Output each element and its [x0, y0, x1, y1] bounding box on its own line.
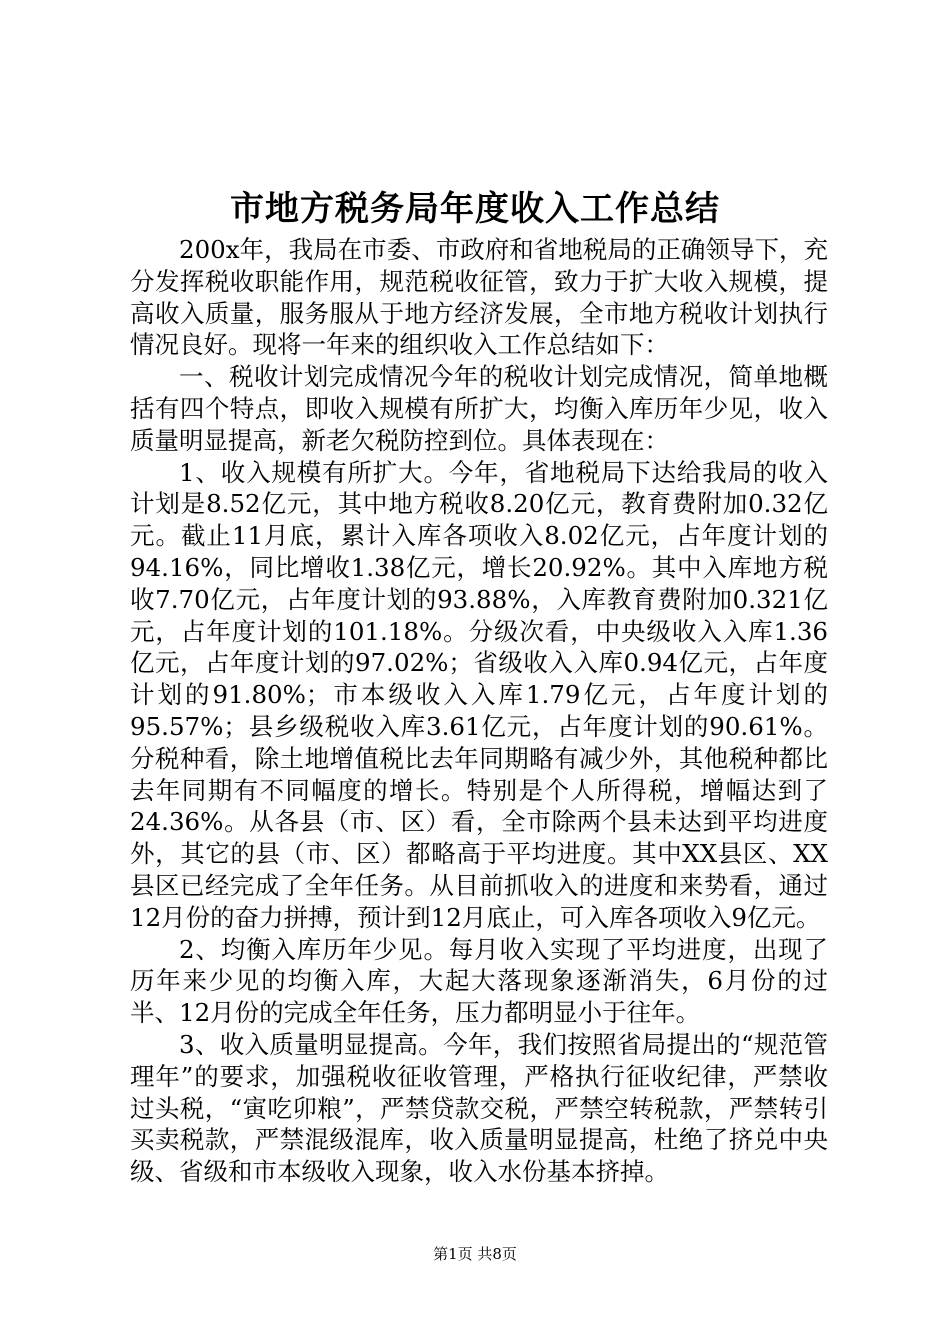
paragraph-section-one: 一、税收计划完成情况今年的税收计划完成情况，简单地概括有四个特点，即收入规模有所扩大，均衡入库历年少见，收入质量明显提高，新老欠税防控到位。具体表现在： [130, 362, 828, 455]
document-title: 市地方税务局年度收入工作总结 [230, 189, 720, 229]
paragraph-point-two: 2、均衡入库历年少见。每月收入实现了平均进度，出现了历年来少见的均衡入库，大起大落现象逐渐消失，6月份的过半、12月份的完成全年任务，压力都明显小于往年。 [130, 934, 828, 1028]
paragraph-intro: 200x年，我局在市委、市政府和省地税局的正确领导下，充分发挥税收职能作用，规范税收征管，致力于扩大收入规模，提高收入质量，服务服从于地方经济发展，全市地方税收计划执行情况良好。现将一年来的组织收入工作总结如下： [130, 235, 828, 360]
paragraph-point-one: 1、收入规模有所扩大。今年，省地税局下达给我局的收入计划是8.52亿元，其中地方税收8.20亿元，教育费附加0.32亿元。截止11月底，累计入库各项收入8.02亿元，占年度计划的94.16%，同比增收1.38亿元，增长20.92%。其中入库地方税收7.70亿元，占年度计划的93.88%，入库教育费附加0.321亿元，占年度计划的101.18%。分级次看，中央级收入入库1.36亿元，占年度计划的97.02%；省级收入入库0.94亿元，占年度计划的91.80%；市本级收入入库1.79亿元，占年度计划的95.57%；县乡级税收入库3.61亿元，占年度计划的90.61%。分税种看，除土地增值税比去年同期略有减少外，其他税种都比去年同期有不同幅度的增长。特别是个人所得税，增幅达到了24.36%。从各县（市、区）看，全市除两个县未达到平均进度外，其它的县（市、区）都略高于平均进度。其中XX县区、XX县区已经完成了全年任务。从目前抓收入的进度和来势看，通过12月份的奋力拼搏，预计到12月底止，可入库各项收入9亿元。 [130, 457, 828, 932]
document-body [130, 234, 828, 1188]
page-number-footer: 第1页 共8页 [433, 1245, 517, 1263]
paragraph-point-three: 3、收入质量明显提高。今年，我们按照省局提出的“规范管理年”的要求，加强税收征收管理，严格执行征收纪律，严禁收过头税，“寅吃卯粮”，严禁贷款交税，严禁空转税款，严禁转引买卖税款，严禁混级混库，收入质量明显提高，杜绝了挤兑中央级、省级和市本级收入现象，收入水份基本挤掉。 [130, 1029, 828, 1187]
